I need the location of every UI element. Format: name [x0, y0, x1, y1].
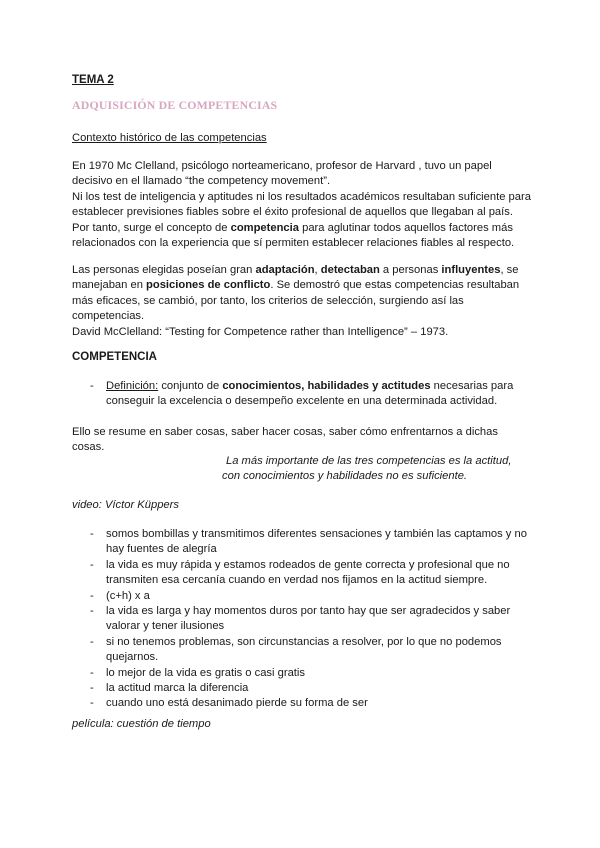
intro-text: Por tanto, surge el concepto de	[72, 221, 231, 234]
list-item: - somos bombillas y transmitimos diferentes sensaciones y también las captamos y no hay fuentes de alegría	[72, 527, 532, 558]
italic-quote	[222, 454, 546, 485]
intro-sentence-2: Ni los test de inteligencia y aptitudes ni los resultados académicos resultaban suficiente para establecer previsiones fiables sobre el éxito profesional de aquellos que llegaban al país.	[72, 190, 531, 219]
list-item: - si no tenemos problemas, son circunstancias a resolver, por lo que no podemos quejarnos.	[72, 635, 532, 666]
video-label: video: Víctor Küppers	[72, 499, 179, 511]
text-run: Las personas elegidas poseían gran	[72, 264, 256, 276]
subsection-title: Contexto histórico de las competencias	[72, 132, 267, 144]
competencia-heading: COMPETENCIA	[72, 351, 157, 363]
bold-term: posiciones de conflicto	[146, 279, 271, 292]
film-label: película: cuestión de tiempo	[72, 718, 211, 730]
bold-term: adaptación	[255, 264, 315, 276]
quote-line: con conocimientos y habilidades no es suficiente.	[222, 470, 468, 483]
definition-label: Definición:	[106, 380, 159, 392]
text-run: conjunto de	[158, 380, 223, 392]
selection-text	[72, 263, 532, 325]
intro-bold-term: competencia	[230, 221, 299, 234]
list-item: - la vida es larga y hay momentos duros por tanto hay que ser agradecidos y saber valorar y tener ilusiones	[72, 604, 532, 635]
text-run: , se manejaban en	[72, 264, 519, 292]
bold-term: detectaban	[320, 264, 380, 276]
list-item: - cuando uno está desanimado pierde su forma de ser	[72, 696, 532, 711]
quote-line: La más importante de las tres competencias es la actitud,	[226, 455, 512, 467]
list-item: - (c+h) x a	[72, 589, 532, 604]
summary-paragraph: Ello se resume en saber cosas, saber hacer cosas, saber cómo enfrentarnos a dichas cosas.	[72, 426, 498, 454]
video-notes-list	[72, 527, 532, 712]
intro-sentence-3	[72, 221, 532, 252]
citation: David McClelland: “Testing for Competence rather than Intelligence” – 1973.	[72, 325, 449, 338]
intro-sentence-1: En 1970 Mc Clelland, psicólogo norteamericano, profesor de Harvard , tuvo un papel decisivo en el llamado “the competency movement”.	[72, 160, 492, 188]
list-item: - la vida es muy rápida y estamos rodeados de gente correcta y profesional que no transmiten esa cercanía cuando en verdad nos fijamos en la actitud siempre.	[72, 558, 532, 589]
intro-paragraph	[72, 159, 532, 251]
definition-list	[72, 379, 532, 410]
bold-term: influyentes	[441, 264, 501, 276]
text-run: necesarias para conseguir la excelencia o desempeño excelente en una determinada actividad.	[106, 380, 514, 408]
selection-paragraph	[72, 263, 532, 340]
text-run: ,	[314, 264, 321, 276]
topic-heading: TEMA 2	[72, 74, 114, 86]
list-item: - la actitud marca la diferencia	[72, 681, 532, 696]
section-title: ADQUISICIÓN DE COMPETENCIAS	[72, 98, 278, 112]
text-run: . Se demostró que estas competencias resultaban más eficaces, se cambió, por tanto, los criterios de selección, surgiendo así las competencias.	[72, 279, 520, 323]
bold-term: conocimientos, habilidades y actitudes	[222, 380, 431, 392]
list-item: - lo mejor de la vida es gratis o casi gratis	[72, 666, 532, 681]
text-run: a personas	[379, 264, 442, 276]
intro-text: para aglutinar todos aquellos factores más relacionados con la experiencia que sí permiten establecer relaciones fiables al respecto.	[72, 221, 515, 250]
definition-item	[72, 379, 532, 410]
